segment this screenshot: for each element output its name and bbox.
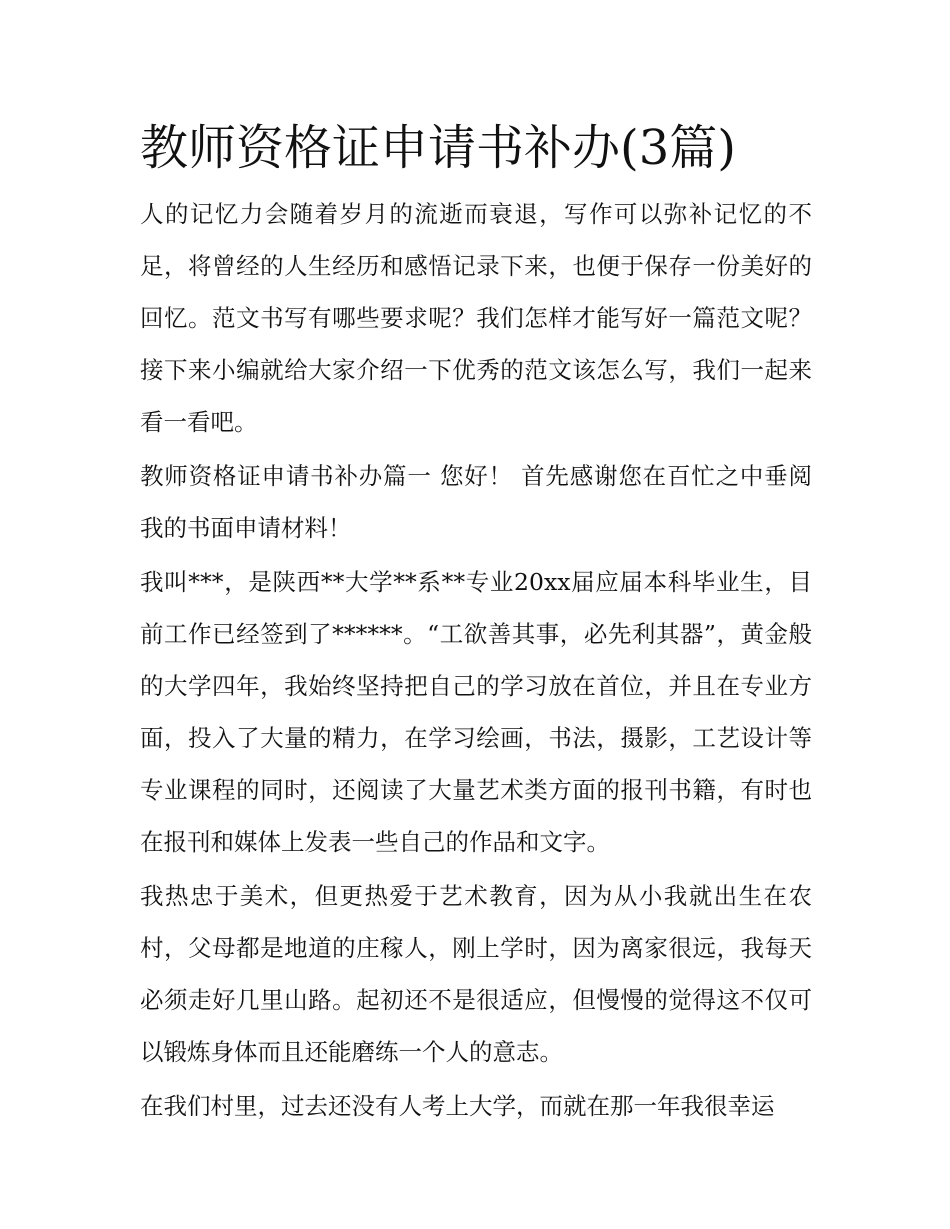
paragraph-background: 我热忠于美术，但更热爱于艺术教育，因为从小我就出生在农村，父母都是地道的庄稼人，刚上学时，因为离家很远，我每天必须走好几里山路。起初还不是很适应，但慢慢的觉得这不仅可以锻炼身体而且还能磨练一个人的意志。	[140, 882, 812, 1066]
paragraph-self-intro: 我叫***，是陕西**大学**系**专业20xx届应届本科毕业生，目前工作已经签到了******。“工欲善其事，必先利其器”，黄金般的大学四年，我始终坚持把自己的学习放在首位，并且在专业方面，投入了大量的精力，在学习绘画，书法，摄影，工艺设计等专业课程的同时，还阅读了大量艺术类方面的报刊书籍，有时也在报刊和媒体上发表一些自己的作品和文字。	[140, 568, 812, 856]
document-body	[140, 116, 812, 1134]
paragraph-village: 在我们村里，过去还没有人考上大学，而就在那一年我很幸运	[140, 1092, 775, 1120]
paragraph-intro: 人的记忆力会随着岁月的流逝而衰退，写作可以弥补记忆的不足，将曾经的人生经历和感悟记录下来，也便于保存一份美好的回忆。范文书写有哪些要求呢？我们怎样才能写好一篇范文呢？接下来小编就给大家介绍一下优秀的范文该怎么写，我们一起来看一看吧。	[140, 200, 812, 436]
document-title: 教师资格证申请书补办(3篇)	[140, 120, 736, 176]
paragraph-greeting: 教师资格证申请书补办篇一 您好！ 首先感谢您在百忙之中垂阅我的书面申请材料！	[140, 462, 812, 542]
